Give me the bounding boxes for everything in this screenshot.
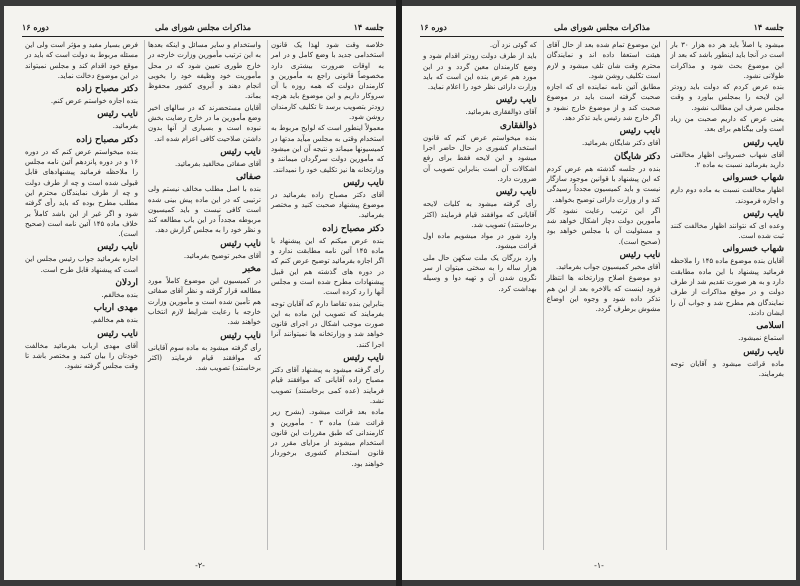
- running-header: [22, 22, 384, 34]
- speaker-name: نایب رئیس: [743, 208, 784, 219]
- paragraph: آقای شهاب خسروانی اظهار مخالفتی دارید بفرمائید نسبت به ماده ۲.: [670, 150, 784, 169]
- speaker-name: دکتر شایگان: [614, 151, 661, 162]
- speaker-name: نایب رئیس: [343, 177, 384, 188]
- paragraph: آقای مخبر کمیسیون جواب بفرمائید.: [556, 263, 661, 272]
- page-number: -۱-: [594, 561, 604, 570]
- paragraph: دو موضوع اصلاح وزارتخانه ها انتظار فرود اینست که بالاخره بعد از این هم تذکر داده شود و وجوه این اوضاع مشوش برطرف گردد.: [546, 274, 661, 314]
- paragraph: آقایان بنده موضوع ماده ۱۴۵ را ملاحظه فرمائید پیشنهاد با این ماده مطابقت دارد و به هر صورت تقدیم شد از طرف دولت و در موقع مذاکرات از طرف نمایندگان هم مطرح شد و جواب آن را ایشان دادند.: [670, 257, 784, 317]
- speaker-name: نایب رئیس: [495, 187, 537, 198]
- speaker-name: نایب رئیس: [220, 330, 261, 341]
- speaker-name: نایب رئیس: [619, 126, 661, 137]
- paragraph: بنده میخواستم عرض کنم که قانون استخدام کشوری در حال حاضر اجرا میشود و این لایحه فقط برای رفع اشکالات آن است بنابراین تصویب آن ضرورت دارد.: [422, 133, 537, 183]
- speaker-name: نایب رئیس: [619, 250, 661, 261]
- paragraph: اگر این ترتیب رعایت نشود کار مأمورین دولت دچار اشکال خواهد شد و مسئولیت آن با مجلس خواهد بود (صحیح است).: [546, 206, 661, 246]
- paragraph: واستخدام و سایر مسائل و اینکه بعدها به این ترتیب مأمورین وزارت خارجه در خارج طوری تعیین شود که در محل مأموریت خود وظیفه خود را بخوبی انجام دهند و آبروی کشور محفوظ بماند.: [148, 41, 261, 101]
- page-number: -۲-: [195, 561, 205, 570]
- paragraph: بنابراین بنده تقاضا دارم که آقایان توجه بفرمایند که تصویب این ماده به این صورت موجب اشکال در اجرای قانون خواهد شد و وزارتخانه ها نمیتوانند آنرا اجرا کنند.: [271, 299, 384, 349]
- left-page: [4, 6, 396, 580]
- paragraph: اظهار مخالفت نسبت به ماده دوم دارم و اجازه فرمودند.: [670, 186, 784, 205]
- text-column: [22, 40, 138, 550]
- paragraph: رأی گرفته میشود به کلیات لایحه آقایانی که موافقند قیام فرمایند (اکثر برخاستند) تصویب شد.: [422, 200, 537, 229]
- speaker-name: دکتر مصباح زاده: [76, 84, 138, 95]
- session-number: جلسه ۱۴: [753, 22, 784, 32]
- paragraph: بنده مخالفم.: [101, 291, 138, 300]
- publication-title: مذاکرات مجلس شورای ملی: [154, 22, 252, 32]
- running-header: [420, 22, 784, 34]
- speaker-name: نایب رئیس: [343, 353, 384, 364]
- text-columns: [22, 40, 384, 550]
- paragraph: بنده عرض کردم که دولت باید زودتر این لایحه را بمجلس بیاورد و وقت مجلس صرف این مطالب نشود.: [670, 83, 784, 112]
- speaker-name: نایب رئیس: [97, 328, 138, 339]
- speaker-name: مخبر: [242, 264, 261, 275]
- paragraph: آقای دکتر مصباح زاده بفرمائید در موضوع پیشنهاد صحبت کنید و مختصر بفرمائید.: [271, 190, 384, 220]
- speaker-name: دکتر مصباح زاده: [76, 134, 138, 145]
- speaker-name: ذوالفقاری: [499, 120, 537, 131]
- paragraph: یعنی عرض که داریم صحبت من زیاد است ولی بیگناهم برای بعد.: [670, 115, 784, 134]
- paragraph: آقای مخبر توضیح بفرمائید.: [183, 251, 261, 260]
- paragraph: فرض بسیار مفید و مؤثر است ولی این مسئله مربوط به دولت است که باید در موقع خود اقدام کند و مجلس نمیتواند در این موضوع دخالت نماید.: [25, 41, 138, 80]
- paragraph: ماده قرائت میشود و آقایان توجه بفرمایند.: [670, 359, 784, 378]
- paragraph: ماده بعد قرائت میشود. (بشرح زیر قرائت شد) ماده ۳ - مأمورین و کارمندانی که طبق مقررات این قانون استخدام میشوند از مزایای مقرر در قانون استخدام کشوری برخوردار خواهند بود.: [271, 408, 384, 468]
- speaker-name: نایب رئیس: [97, 109, 138, 120]
- header-rule: [22, 36, 384, 37]
- paragraph: بنده در جلسه گذشته هم عرض کردم که این پیشنهاد با قوانین موجود سازگار نیست و باید کمیسیون مجدداً رسیدگی کند و از وزارت دارائی توضیح بخواهد.: [546, 164, 661, 204]
- speaker-name: شهاب خسروانی: [722, 244, 784, 255]
- paragraph: مطابق آئین نامه نماینده ای که اجازه صحبت گرفته است باید در موضوع صحبت کند و از موضوع خارج نشود و اگر خارج شد رئیس باید تذکر دهد.: [546, 83, 661, 123]
- text-column: [144, 40, 261, 550]
- term-number: دوره ۱۶: [22, 22, 49, 32]
- publication-title: مذاکرات مجلس شورای ملی: [553, 22, 651, 32]
- right-page: [402, 6, 796, 580]
- speaker-name: نایب رئیس: [743, 137, 784, 148]
- paragraph: وعده ای که نتوانند اظهار مخالفت کنند ثبت شده است.: [670, 221, 784, 241]
- speaker-name: صفائی: [236, 172, 261, 183]
- speaker-name: مهدی ارباب: [93, 303, 138, 314]
- paragraph: باید از طرف دولت زودتر اقدام شود و وضع کارمندان معین گردد و در این مورد هم عرض بنده این است که باید وزارت دارائی نظر خود را اعلام نماید.: [422, 52, 537, 92]
- paragraph: میشود یا اصلاً باید هر ده هزار ۳۰ بار است در آنجا باید اینطور باشد که بعد از این موضوع بحث شود و مذاکرات طولانی نشود.: [670, 41, 784, 80]
- paragraph: رأی گرفته میشود به ماده سوم آقایانی که موافقند قیام فرمایند (اکثر برخاستند) تصویب شد.: [148, 343, 261, 373]
- paragraph: آقای دکتر شایگان بفرمائید.: [582, 139, 661, 148]
- paragraph: بنده میخواستم عرض کنم که در دوره ۱۶ و در دوره پانزدهم آئین نامه مجلس را ملاحظه فرمائید پیشنهادهای قابل قبولی شده است و چه از طرف دولت و چه از طرف نمایندگان محترم این مطلب مطرح بوده که باید رأی گرفته شود و اگر غیر از این باشد کاملاً بر خلاف ماده ۱۴۵ آئین نامه است (صحیح است).: [25, 147, 138, 239]
- term-number: دوره ۱۶: [420, 22, 447, 32]
- paragraph: اجازه بفرمائید جواب رئیس مجلس این است که پیشنهاد قابل طرح است.: [25, 255, 138, 274]
- paragraph: آقایان مستحضرند که در سالهای اخیر وضع مأمورین ما در خارج رضایت بخش نبوده است و بسیاری از آنها بدون داشتن صلاحیت کافی اعزام شده اند.: [148, 103, 261, 143]
- paragraph: بفرمائید.: [112, 122, 138, 131]
- session-number: جلسه ۱۴: [353, 22, 384, 32]
- paragraph: آقای ذوالفقاری بفرمائید.: [465, 108, 537, 117]
- paragraph: بنده با اصل مطلب مخالف نیستم ولی ترتیبی که در این ماده پیش بینی شده است کافی نیست و باید کمیسیون مربوطه مجدداً در این باب مطالعه کند و نظر خود را به مجلس گزارش دهد.: [148, 185, 261, 235]
- paragraph: که گوئی نزد آن.: [489, 41, 537, 49]
- text-column: [420, 40, 537, 550]
- paragraph: وارد بزرگان یک ملت سکهن حال ملی هزار ساله را به سختی میتوان از سر نگرون شدن آن و تهیه دوا و وسیله بهداشت کرد.: [422, 253, 537, 293]
- speaker-name: اسلامی: [756, 321, 784, 332]
- paragraph: بنده اجازه خواستم عرض کنم.: [50, 97, 138, 106]
- speaker-name: نایب رئیس: [97, 242, 138, 253]
- speaker-name: اردلان: [115, 278, 138, 289]
- header-rule: [420, 36, 784, 37]
- speaker-name: نایب رئیس: [220, 146, 261, 157]
- speaker-name: نایب رئیس: [743, 346, 784, 357]
- paragraph: آقای صفائی مخالفید بفرمائید.: [174, 159, 261, 168]
- speaker-name: نایب رئیس: [495, 95, 537, 106]
- speaker-name: دکتر مصباح زاده: [322, 223, 384, 234]
- paragraph: بنده عرض میکنم که این پیشنهاد با ماده ۱۴۵ آئین نامه مطابقت ندارد و اگر اجازه بفرمائید توضیح عرض کنم که در دوره های گذشته هم این قبیل پیشنهادات مطرح شده است و مجلس آنها را رد کرده است.: [271, 236, 384, 297]
- paragraph: رأی گرفته میشود به پیشنهاد آقای دکتر مصباح زاده آقایانی که موافقند قیام فرمایند (عده کمی برخاستند) تصویب نشد.: [271, 366, 384, 405]
- text-column: [543, 40, 661, 550]
- text-columns: [420, 40, 784, 550]
- paragraph: این موضوع تمام شده بعد از حال آقای هیئت استعفا داده اند و نمایندگان محترم وقت شان تلف میشود و لازم است تکلیف روشن شود.: [546, 41, 661, 80]
- paragraph: بنده هم مخالفم.: [90, 316, 138, 325]
- paragraph: آقای مهدی ارباب بفرمائید مخالفت خودتان را بیان کنید و مختصر باشد تا وقت مجلس گرفته نشود.: [25, 341, 138, 371]
- paragraph: استماع نمیشود.: [738, 334, 784, 343]
- paragraph: وارد شور در مواد میشویم ماده اول قرائت میشود.: [422, 232, 537, 251]
- paragraph: خلاصه وقت شود لهذا یک قانون استخدامی جدید با وضع کامل و در امر به اوقات ضرورت بیشتری دارد مخصوصاً قانونی راجع به مأمورین و کارمندان دولت که همه روزه با آن سروکار داریم و این موضوع باید هرچه زودتر بتصویب برسد تا تکلیف کارمندان روشن شود.: [271, 41, 384, 122]
- paragraph: در کمیسیون این موضوع کاملاً مورد مطالعه قرار گرفته و نظر آقای صفائی هم تأمین شده است و مأمورین وزارت خارجه با رعایت شرایط لازم انتخاب خواهند شد.: [148, 277, 261, 327]
- paragraph: معمولاً اینطور است که لوایح مربوط به استخدام وقتی به مجلس میآید مدتها در کمیسیونها میماند و نتیجه آن این میشود که مأمورین دولت سرگردان میمانند و وزارتخانه ها نیز تکلیف خود را نمیدانند.: [271, 124, 384, 174]
- text-column: [666, 40, 784, 550]
- speaker-name: نایب رئیس: [220, 238, 261, 249]
- speaker-name: شهاب خسروانی: [722, 173, 784, 184]
- text-column: [267, 40, 384, 550]
